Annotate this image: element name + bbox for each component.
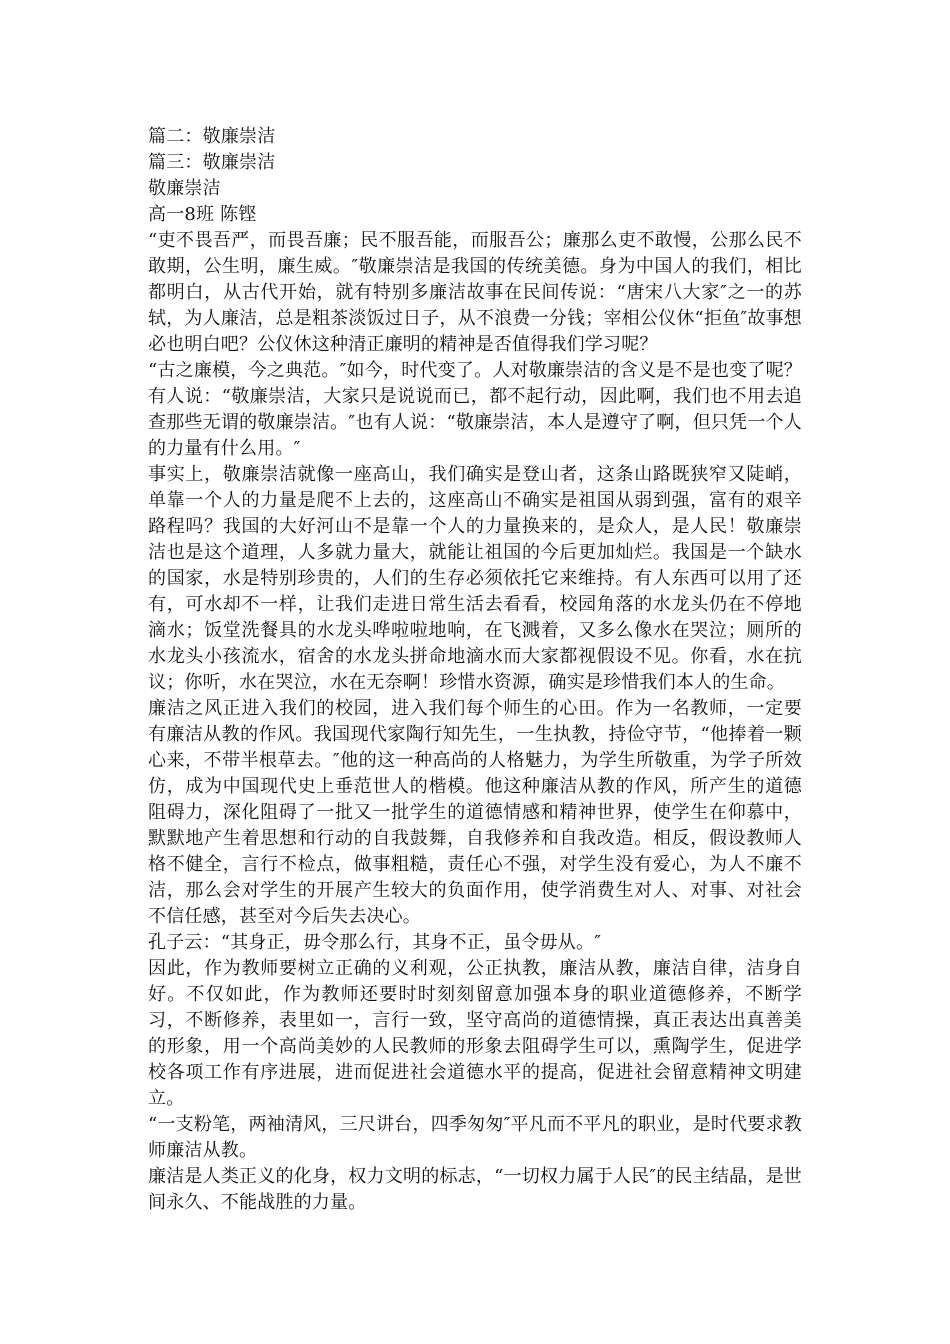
- paragraph-4: 廉洁之风正进入我们的校园，进入我们每个师生的心田。作为一名教师，一定要有廉洁从教的作风。我国现代家陶行知先生，一生执教，持俭守节，“他捧着一颗心来，不带半根草去。″他的这一种高尚的人格魅力，为学生所敬重，为学子所效仿，成为中国现代史上垂范世人的楷模。他这种廉洁从教的作风，所产生的道德阻碍力，深化阻碍了一批又一批学生的道德情感和精神世界，使学生在仰慕中，默默地产生着思想和行动的自我鼓舞，自我修养和自我改造。相反，假设教师人格不健全，言行不检点，做事粗糙，责任心不强，对学生没有爱心，为人不廉不洁，那么会对学生的开展产生较大的负面作用，使学消费生对人、对事、对社会不信任感，甚至对今后失去决心。: [148, 698, 802, 927]
- heading-part-three: 篇三：敬廉崇洁: [148, 152, 276, 173]
- essay-author: 高一8班 陈铿: [148, 204, 257, 225]
- paragraph-3: 事实上，敬廉崇洁就像一座高山，我们确实是登山者，这条山路既狭窄又陡峭，单靠一个人的力量是爬不上去的，这座高山不确实是祖国从弱到强，富有的艰辛路程吗？我国的大好河山不是靠一个人的力量换来的，是众人，是人民！敬廉崇洁也是这个道理，人多就力量大，就能让祖国的今后更加灿烂。我国是一个缺水的国家，水是特别珍贵的，人们的生存必须依托它来维持。有人东西可以用了还有，可水却不一样，让我们走进日常生活去看看，校园角落的水龙头仍在不停地滴水；饭堂洗餐具的水龙头哗啦啦地响，在飞溅着，又多么像水在哭泣；厕所的水龙头小孩流水，宿舍的水龙头拼命地滴水而大家都视假设不见。你看，水在抗议；你听，水在哭泣，水在无奈啊！珍惜水资源，确实是珍惜我们本人的生命。: [148, 464, 802, 693]
- heading-part-two: 篇二：敬廉崇洁: [148, 126, 276, 147]
- essay-title: 敬廉崇洁: [148, 178, 221, 199]
- document-body: [148, 124, 802, 1216]
- paragraph-2: “古之廉模，今之典范。″如今，时代变了。人对敬廉崇洁的含义是不是也变了呢？有人说：“敬廉崇洁，大家只是说说而已，都不起行动，因此啊，我们也不用去追查那些无谓的敬廉崇洁。″也有人说：“敬廉崇洁，本人是遵守了啊，但只凭一个人的力量有什么用。″: [148, 360, 802, 459]
- paragraph-5: 孔子云：“其身正，毋令那么行，其身不正，虽令毋从。″: [148, 932, 602, 953]
- paragraph-1: “吏不畏吾严，而畏吾廉；民不服吾能，而服吾公；廉那么吏不敢慢，公那么民不敢期，公生明，廉生威。″敬廉崇洁是我国的传统美德。身为中国人的我们，相比都明白，从古代开始，就有特别多廉洁故事在民间传说：“唐宋八大家″之一的苏轼，为人廉洁，总是粗茶淡饭过日子，从不浪费一分钱；宰相公仪休“拒鱼″故事想必也明白吧？公仪休这种清正廉明的精神是否值得我们学习呢？: [148, 230, 802, 355]
- paragraph-6: 因此，作为教师要树立正确的义利观，公正执教，廉洁从教，廉洁自律，洁身自好。不仅如此，作为教师还要时时刻刻留意加强本身的职业道德修养，不断学习，不断修养，表里如一，言行一致，坚守高尚的道德情操，真正表达出真善美的形象，用一个高尚美妙的人民教师的形象去阻碍学生可以，熏陶学生，促进学校各项工作有序进展，进而促进社会道德水平的提高，促进社会留意精神文明建立。: [148, 958, 802, 1109]
- paragraph-7: “一支粉笔，两袖清风，三尺讲台，四季匆匆″平凡而不平凡的职业，是时代要求教师廉洁从教。: [148, 1114, 802, 1161]
- paragraph-8: 廉洁是人类正义的化身，权力文明的标志，“一切权力属于人民″的民主结晶，是世间永久、不能战胜的力量。: [148, 1166, 802, 1213]
